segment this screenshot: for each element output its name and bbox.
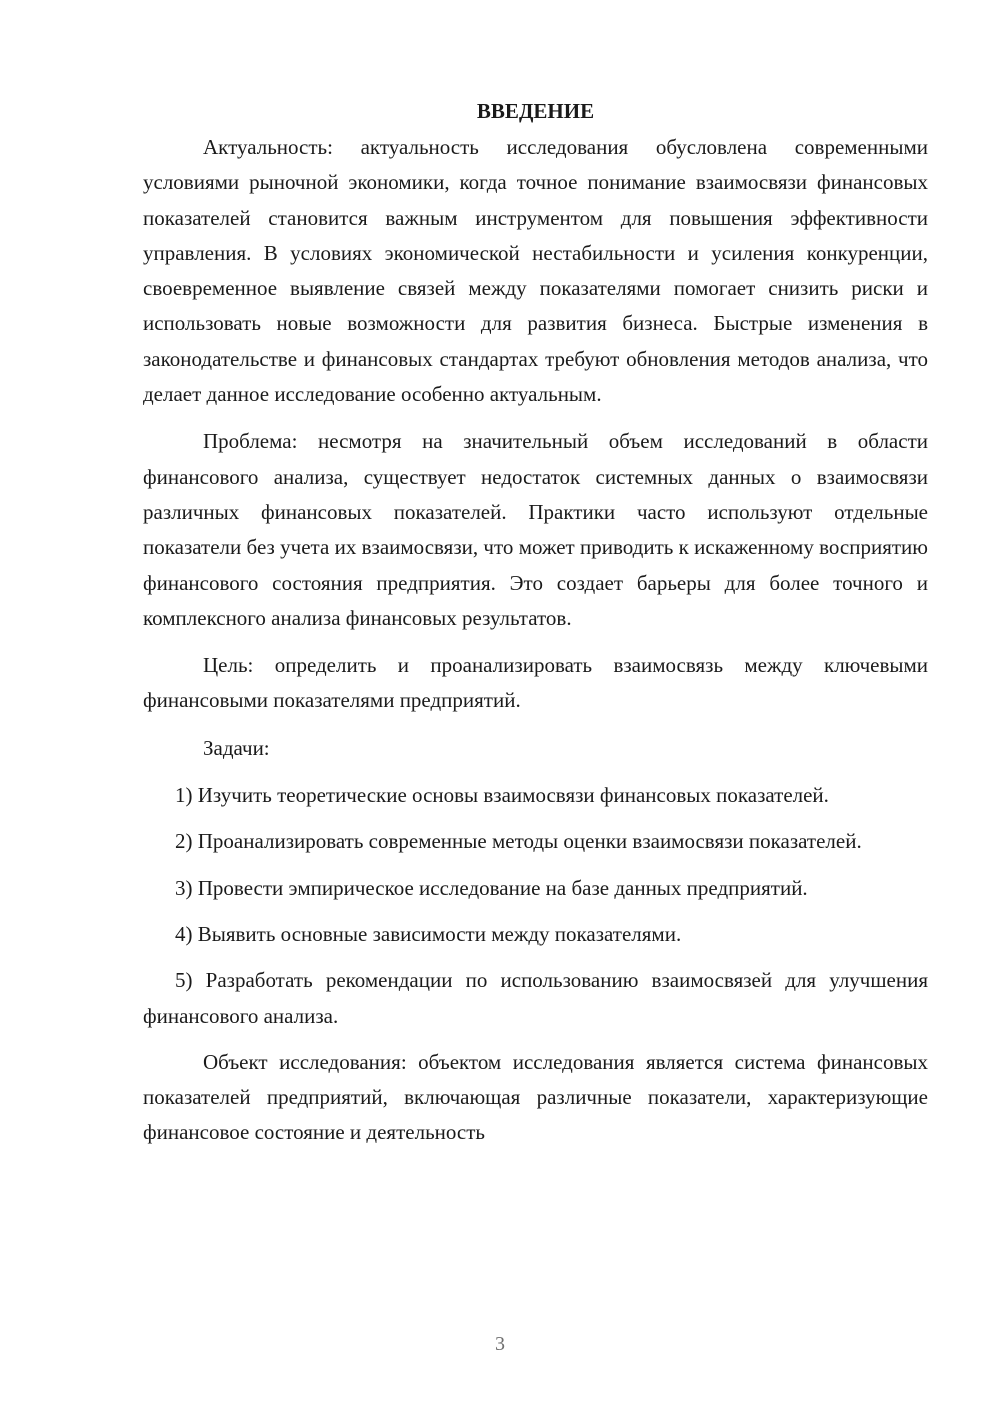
task-item: 4) Выявить основные зависимости между показателями. bbox=[175, 921, 682, 946]
goal-paragraph: Цель: определить и проанализировать взаимосвязь между ключевыми финансовыми показателями предприятий. bbox=[143, 653, 928, 713]
section-title: ВВЕДЕНИЕ bbox=[476, 99, 595, 123]
task-item: 3) Провести эмпирическое исследование на базе данных предприятий. bbox=[175, 875, 808, 900]
tasks-heading: Задачи: bbox=[203, 735, 270, 760]
problem-paragraph: Проблема: несмотря на значительный объем исследований в области финансового анализа, существует недостаток системных данных о взаимосвязи различных финансовых показателей. Практики часто используют отдельные показатели без учета их взаимосвязи, что может приводить к искаженному восприятию финансового состояния предприятия. Это создает барьеры для более точного и комплексного анализа финансовых результатов. bbox=[143, 429, 928, 630]
document-page bbox=[143, 96, 928, 1151]
task-item: 1) Изучить теоретические основы взаимосвязи финансовых показателей. bbox=[175, 783, 829, 808]
task-item: 2) Проанализировать современные методы оценки взаимосвязи показателей. bbox=[175, 829, 862, 854]
object-paragraph: Объект исследования: объектом исследования является система финансовых показателей предприятий, включающая различные показатели, характеризующие финансовое состояние и деятельность bbox=[143, 1049, 928, 1145]
page-number: 3 bbox=[495, 1333, 505, 1355]
relevance-paragraph: Актуальность: актуальность исследования обусловлена современными условиями рыночной экономики, когда точное понимание взаимосвязи финансовых показателей становится важным инструментом для повышения эффективности управления. В условиях экономической нестабильности и усиления конкуренции, своевременное выявление связей между показателями помогает снизить риски и использовать новые возможности для развития бизнеса. Быстрые изменения в законодательстве и финансовых стандартах требуют обновления методов анализа, что делает данное исследование особенно актуальным. bbox=[143, 135, 928, 407]
task-item: 5) Разработать рекомендации по использованию взаимосвязей для улучшения финансового анализа. bbox=[143, 968, 928, 1028]
